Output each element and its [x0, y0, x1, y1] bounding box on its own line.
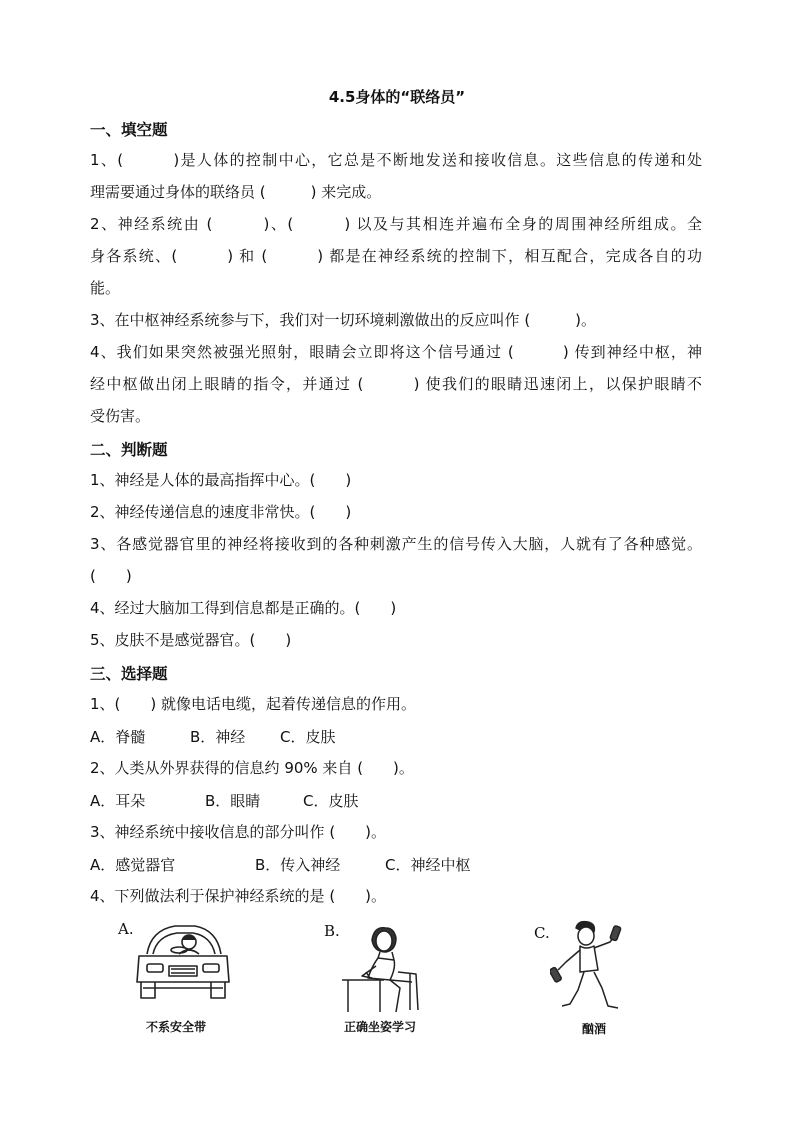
page-title: 4.5身体的“联络员” [328, 88, 466, 106]
question-line: ( ) [90, 567, 132, 585]
section-heading-multiple-choice: 三、选择题 [90, 665, 168, 683]
question-line: 2、神经传递信息的速度非常快。( ) [90, 503, 352, 521]
drunk-man-illustration [550, 918, 640, 1018]
question-line: 4、我们如果突然被强光照射，眼睛会立即将这个信号通过 ( ) 传到神经中枢，神 [90, 343, 702, 361]
question-line: 3、各感觉器官里的神经将接收到的各种刺激产生的信号传入大脑，人就有了各种感觉。 [90, 535, 702, 553]
question-line: 能。 [90, 279, 121, 297]
picture-caption-c: 酗酒 [582, 1022, 607, 1036]
choice-option-c: C．皮肤 [303, 792, 359, 810]
choice-option-c: C．神经中枢 [385, 856, 471, 874]
question-line: 1、神经是人体的最高指挥中心。( ) [90, 471, 352, 489]
picture-caption-b: 正确坐姿学习 [344, 1020, 417, 1034]
choice-option-a: A．耳朵 [90, 792, 146, 810]
choice-option-c: C．皮肤 [280, 728, 336, 746]
section-heading-true-false: 二、判断题 [90, 441, 168, 459]
choice-question-stem: 3、神经系统中接收信息的部分叫作 ( )。 [90, 823, 387, 841]
question-line: 5、皮肤不是感觉器官。( ) [90, 631, 292, 649]
choice-question-stem: 1、( ) 就像电话电缆，起着传递信息的作用。 [90, 695, 417, 713]
question-line: 2、神经系统由 ( )、( ) 以及与其相连并遍布全身的周围神经所组成。全 [90, 215, 702, 233]
picture-letter-c: C. [534, 924, 550, 942]
choice-option-a: A．脊髓 [90, 728, 146, 746]
picture-caption-a: 不系安全带 [146, 1020, 207, 1034]
choice-question-stem: 4、下列做法利于保护神经系统的是 ( )。 [90, 887, 387, 905]
driver-no-seatbelt-illustration [133, 920, 233, 1008]
question-line: 身各系统、( ) 和 ( ) 都是在神经系统的控制下，相互配合，完成各自的功 [90, 247, 702, 265]
section-heading-fill-in: 一、填空题 [90, 121, 168, 139]
question-line: 经中枢做出闭上眼睛的指令，并通过 ( ) 使我们的眼睛迅速闭上，以保护眼睛不 [90, 375, 702, 393]
question-line: 理需要通过身体的联络员 ( ) 来完成。 [90, 183, 382, 201]
choice-option-b: B．眼睛 [205, 792, 261, 810]
question-line: 4、经过大脑加工得到信息都是正确的。( ) [90, 599, 397, 617]
student-correct-posture-illustration [338, 922, 430, 1014]
question-line: 受伤害。 [90, 407, 151, 425]
question-line: 3、在中枢神经系统参与下，我们对一切环境刺激做出的反应叫作 ( )。 [90, 311, 597, 329]
choice-option-b: B．传入神经 [255, 856, 341, 874]
picture-letter-b: B. [324, 922, 340, 940]
question-line: 1、( )是人体的控制中心，它总是不断地发送和接收信息。这些信息的传递和处 [90, 151, 702, 169]
picture-letter-a: A. [118, 920, 134, 938]
choice-question-stem: 2、人类从外界获得的信息约 90% 来自 ( )。 [90, 759, 414, 777]
choice-option-a: A．感觉器官 [90, 856, 176, 874]
choice-option-b: B．神经 [190, 728, 246, 746]
